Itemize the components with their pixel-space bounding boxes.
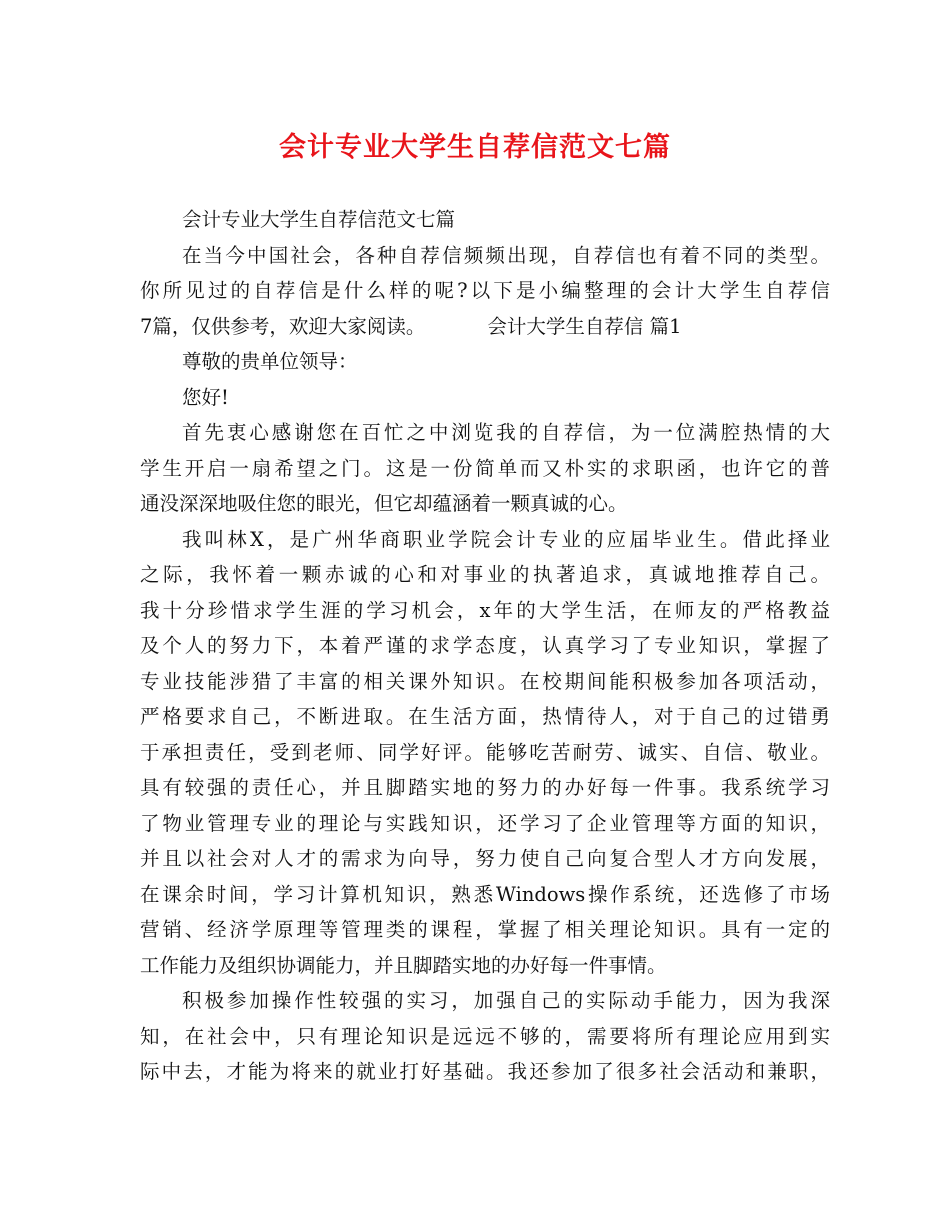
text-line xyxy=(140,877,830,913)
document-title: 会计专业大学生自荐信范文七篇 xyxy=(279,132,671,163)
text-line xyxy=(140,451,830,487)
text-line xyxy=(140,699,830,735)
text-line xyxy=(140,1054,830,1090)
text-line xyxy=(140,202,830,238)
text-line xyxy=(140,238,830,274)
text-line xyxy=(140,983,830,1019)
text-line xyxy=(140,912,830,948)
text-line-content: 营销、经济学原理等管理类的课程，掌握了相关理论知识。具有一定的 xyxy=(140,918,830,941)
text-line-content: 并且以社会对人才的需求为向导，努力使自己向复合型人才方向发展， xyxy=(140,847,830,870)
text-line-content: 专业技能涉猎了丰富的相关课外知识。在校期间能积极参加各项活动， xyxy=(140,669,830,693)
text-line-content: 我十分珍惜求学生涯的学习机会，x年的大学生活，在师友的严格教益 xyxy=(140,598,830,622)
text-line-content: 我叫林X，是广州华商职业学院会计专业的应届毕业生。借此择业 xyxy=(182,527,830,551)
text-line-content: 积极参加操作性较强的实习，加强自己的实际动手能力，因为我深 xyxy=(182,989,830,1012)
section-heading: 会计大学生自荐信 篇1 xyxy=(487,314,682,338)
text-line xyxy=(140,273,830,309)
text-line xyxy=(140,628,830,664)
text-line-content: 及个人的努力下，本着严谨的求学态度，认真学习了专业知识，掌握了 xyxy=(140,634,830,657)
text-line-content: 7篇，仅供参考，欢迎大家阅读。 xyxy=(140,314,426,338)
text-line-content: 会计专业大学生自荐信范文七篇 xyxy=(182,208,456,231)
text-line xyxy=(140,948,830,984)
text-line-content: 工作能力及组织协调能力，并且脚踏实地的办好每一件事情。 xyxy=(140,953,667,977)
text-line-content: 学生开启一扇希望之门。这是一份简单而又朴实的求职函，也许它的普 xyxy=(140,456,830,480)
text-line-content: 在当今中国社会，各种自荐信频频出现，自荐信也有着不同的类型。 xyxy=(182,243,830,267)
text-line-content: 知，在社会中，只有理论知识是远远不够的，需要将所有理论应用到实 xyxy=(140,1024,830,1048)
text-line-content: 在课余时间，学习计算机知识，熟悉Windows操作系统，还选修了市场 xyxy=(140,882,830,906)
text-line xyxy=(140,522,830,558)
text-line-content: 了物业管理专业的理论与实践知识，还学习了企业管理等方面的知识， xyxy=(140,811,830,835)
text-line xyxy=(140,806,830,842)
text-line xyxy=(140,380,830,416)
text-line-content: 严格要求自己，不断进取。在生活方面，热情待人，对于自己的过错勇 xyxy=(140,705,830,728)
text-line-content: 于承担责任，受到老师、同学好评。能够吃苦耐劳、诚实、自信、敬业。 xyxy=(140,740,830,764)
text-line-content: 通没深深地吸住您的眼光，但它却蕴涵着一颗真诚的心。 xyxy=(140,492,628,515)
text-line xyxy=(140,309,830,345)
text-line-content: 尊敬的贵单位领导： xyxy=(182,350,358,373)
text-line xyxy=(140,415,830,451)
text-line xyxy=(140,593,830,629)
text-line-content: 首先衷心感谢您在百忙之中浏览我的自荐信，为一位满腔热情的大 xyxy=(182,421,830,444)
text-line xyxy=(140,664,830,700)
text-line xyxy=(140,344,830,380)
text-line-content: 之际，我怀着一颗赤诚的心和对事业的执著追求，真诚地推荐自己。 xyxy=(140,563,830,586)
text-line xyxy=(140,486,830,522)
text-line-content: 您好! xyxy=(182,385,229,409)
text-line-content: 你所见过的自荐信是什么样的呢?以下是小编整理的会计大学生自荐信 xyxy=(140,279,830,302)
text-line-content: 具有较强的责任心，并且脚踏实地的努力的办好每一件事。我系统学习 xyxy=(140,776,830,799)
text-line xyxy=(140,770,830,806)
text-line-content: 际中去，才能为将来的就业打好基础。我还参加了很多社会活动和兼职， xyxy=(140,1060,830,1083)
text-line xyxy=(140,1019,830,1055)
text-line xyxy=(140,557,830,593)
document-body xyxy=(140,202,830,1090)
text-line xyxy=(140,841,830,877)
text-line xyxy=(140,735,830,771)
